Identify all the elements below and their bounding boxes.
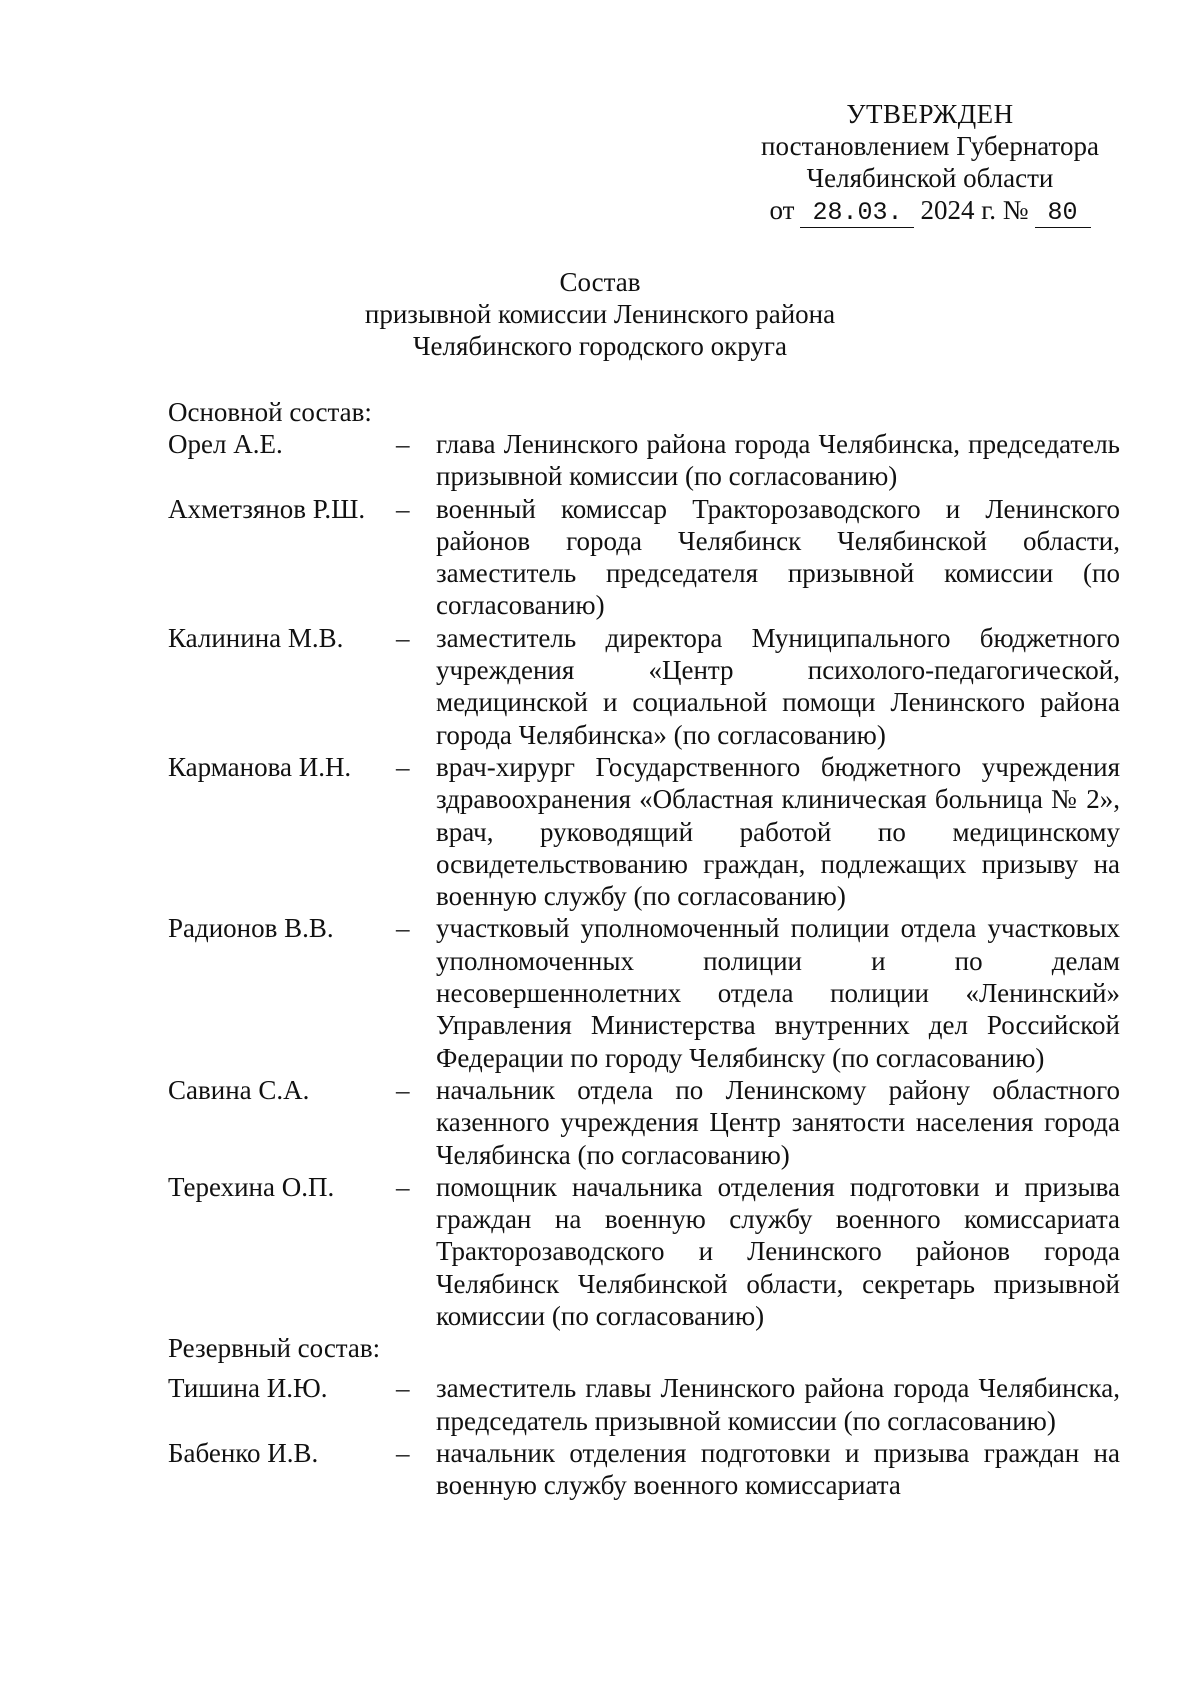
member-role: заместитель главы Ленинского района города Челябинска, председатель призывной комиссии (по согласованию) bbox=[436, 1373, 1120, 1436]
member-row bbox=[168, 622, 1118, 751]
member-row bbox=[168, 428, 1118, 493]
date-prefix: от bbox=[769, 195, 795, 225]
reserve-section-heading: Резервный состав: bbox=[168, 1333, 381, 1364]
commission-roster bbox=[168, 396, 1118, 1502]
member-dash: – bbox=[396, 913, 410, 944]
member-role: врач-хирург Государственного бюджетного учреждения здравоохранения «Областная клиническая больница № 2», врач, руководящий работой по медицинскому освидетельствованию граждан, подлежащих призыву на военную службу (по согласованию) bbox=[436, 751, 1120, 912]
member-name: Савина С.А. bbox=[168, 1074, 310, 1105]
member-dash: – bbox=[396, 1171, 410, 1202]
approval-stamp bbox=[740, 98, 1120, 228]
member-dash: – bbox=[396, 751, 410, 782]
main-section-heading: Основной состав: bbox=[168, 397, 372, 427]
title-line-3: Челябинского городского округа bbox=[412, 331, 787, 361]
member-dash: – bbox=[396, 1437, 410, 1468]
member-name: Орел А.Е. bbox=[168, 429, 283, 459]
member-role: глава Ленинского района города Челябинска, председатель призывной комиссии (по согласованию) bbox=[436, 429, 1120, 492]
approval-line-1: постановлением Губернатора bbox=[761, 131, 1099, 161]
member-name: Карманова И.Н. bbox=[168, 751, 352, 782]
member-row bbox=[168, 751, 1118, 912]
member-name: Бабенко И.В. bbox=[168, 1437, 319, 1468]
document-title bbox=[300, 266, 900, 362]
member-role: заместитель директора Муниципального бюджетного учреждения «Центр психолого-педагогической, медицинской и социальной помощи Ленинского района города Челябинска» (по согласованию) bbox=[436, 622, 1120, 750]
title-line-2: призывной комиссии Ленинского района bbox=[364, 299, 836, 329]
member-role: участковый уполномоченный полиции отдела участковых уполномоченных полиции и по делам несовершеннолетних отдела полиции «Ленинский» Управления Министерства внутренних дел Российской Федерации по городу Челябинску (по согласованию) bbox=[436, 913, 1120, 1073]
member-name: Терехина О.П. bbox=[168, 1171, 335, 1202]
member-row bbox=[168, 1372, 1118, 1437]
member-row bbox=[168, 1171, 1118, 1332]
member-name: Тишина И.Ю. bbox=[168, 1373, 328, 1404]
member-role: начальник отдела по Ленинскому району областного казенного учреждения Центр занятости населения города Челябинска (по согласованию) bbox=[436, 1074, 1120, 1170]
approval-heading: УТВЕРЖДЕН bbox=[846, 99, 1014, 129]
member-name: Калинина М.В. bbox=[168, 622, 344, 653]
member-role: помощник начальника отделения подготовки и призыва граждан на военную службу военного комиссариата Тракторозаводского и Ленинского районов города Челябинск Челябинской области, секретарь призывной комиссии (по согласованию) bbox=[436, 1171, 1120, 1332]
member-dash: – bbox=[396, 622, 410, 653]
member-dash: – bbox=[396, 1074, 410, 1105]
member-dash: – bbox=[396, 429, 410, 459]
member-dash: – bbox=[396, 493, 410, 524]
member-name: Ахметзянов Р.Ш. bbox=[168, 493, 366, 524]
document-number-field: 80 bbox=[1035, 199, 1091, 228]
year-text: 2024 г. № bbox=[920, 195, 1029, 225]
approval-date-line bbox=[740, 194, 1120, 228]
date-field: 28.03. bbox=[800, 199, 914, 228]
member-row bbox=[168, 1074, 1118, 1171]
approval-line-2: Челябинской области bbox=[806, 163, 1054, 193]
member-role: начальник отделения подготовки и призыва граждан на военную службу военного комиссариата bbox=[436, 1437, 1120, 1501]
member-row bbox=[168, 912, 1118, 1073]
title-line-1: Состав bbox=[559, 267, 641, 297]
member-row bbox=[168, 493, 1118, 622]
member-role: военный комиссар Тракторозаводского и Ленинского районов города Челябинск Челябинской области, заместитель председателя призывной комиссии (по согласованию) bbox=[436, 493, 1120, 621]
member-name: Радионов В.В. bbox=[168, 913, 334, 944]
member-dash: – bbox=[396, 1373, 410, 1404]
member-row bbox=[168, 1437, 1118, 1502]
